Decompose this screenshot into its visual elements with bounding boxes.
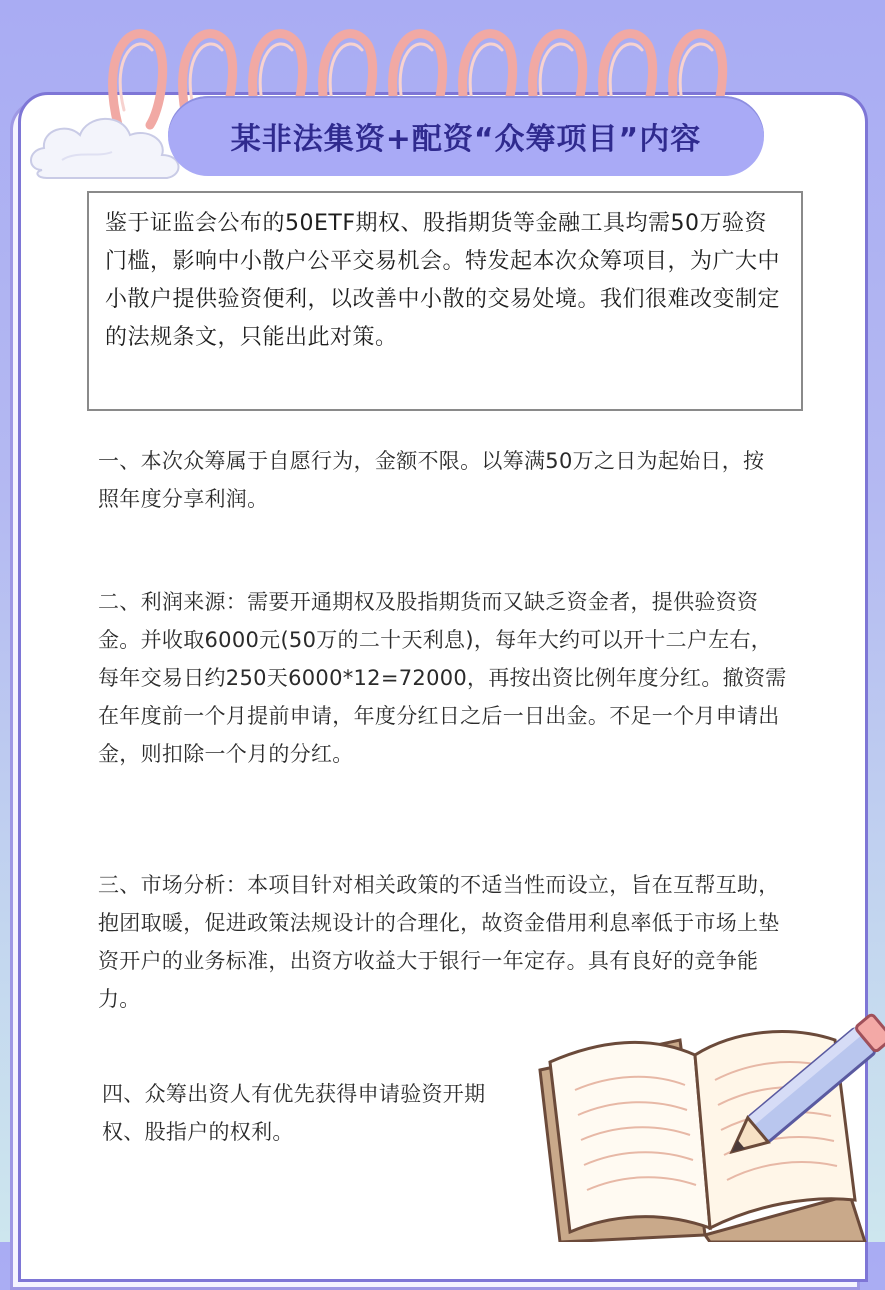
section-4: 四、众筹出资人有优先获得申请验资开期权、股指户的权利。 [102, 1082, 486, 1144]
intro-text: 鉴于证监会公布的50ETF期权、股指期货等金融工具均需50万验资门槛，影响中小散户公平交易机会。特发起本次众筹项目，为广大中小散户提供验资便利，以改善中小散的交易处境。我们很难改变制定的法规条文，只能出此对策。 [105, 211, 781, 350]
section-2: 二、利润来源：需要开通期权及股指期货而又缺乏资金者，提供验资资金。并收取6000元(50万的二十天利息)，每年大约可以开十二户左右，每年交易日约250天6000*12=72000，再按出资比例年度分红。撤资需在年度前一个月提前申请，年度分红日之后一日出金。不足一个月申请出金，则扣除一个月的分红。 [98, 590, 787, 766]
title-banner [168, 96, 764, 176]
cloud-icon [22, 100, 192, 190]
page-title: 某非法集资+配资“众筹项目”内容 [230, 122, 702, 157]
section-1: 一、本次众筹属于自愿行为，金额不限。以筹满50万之日为起始日，按照年度分享利润。 [98, 449, 765, 511]
section-3: 三、市场分析：本项目针对相关政策的不适当性而设立，旨在互帮互助，抱团取暖，促进政策法规设计的合理化，故资金借用利息率低于市场上垫资开户的业务标准，出资方收益大于银行一年定存。具有良好的竞争能力。 [98, 873, 780, 1011]
book-pencil-icon [520, 1000, 885, 1242]
intro-box [87, 191, 803, 411]
